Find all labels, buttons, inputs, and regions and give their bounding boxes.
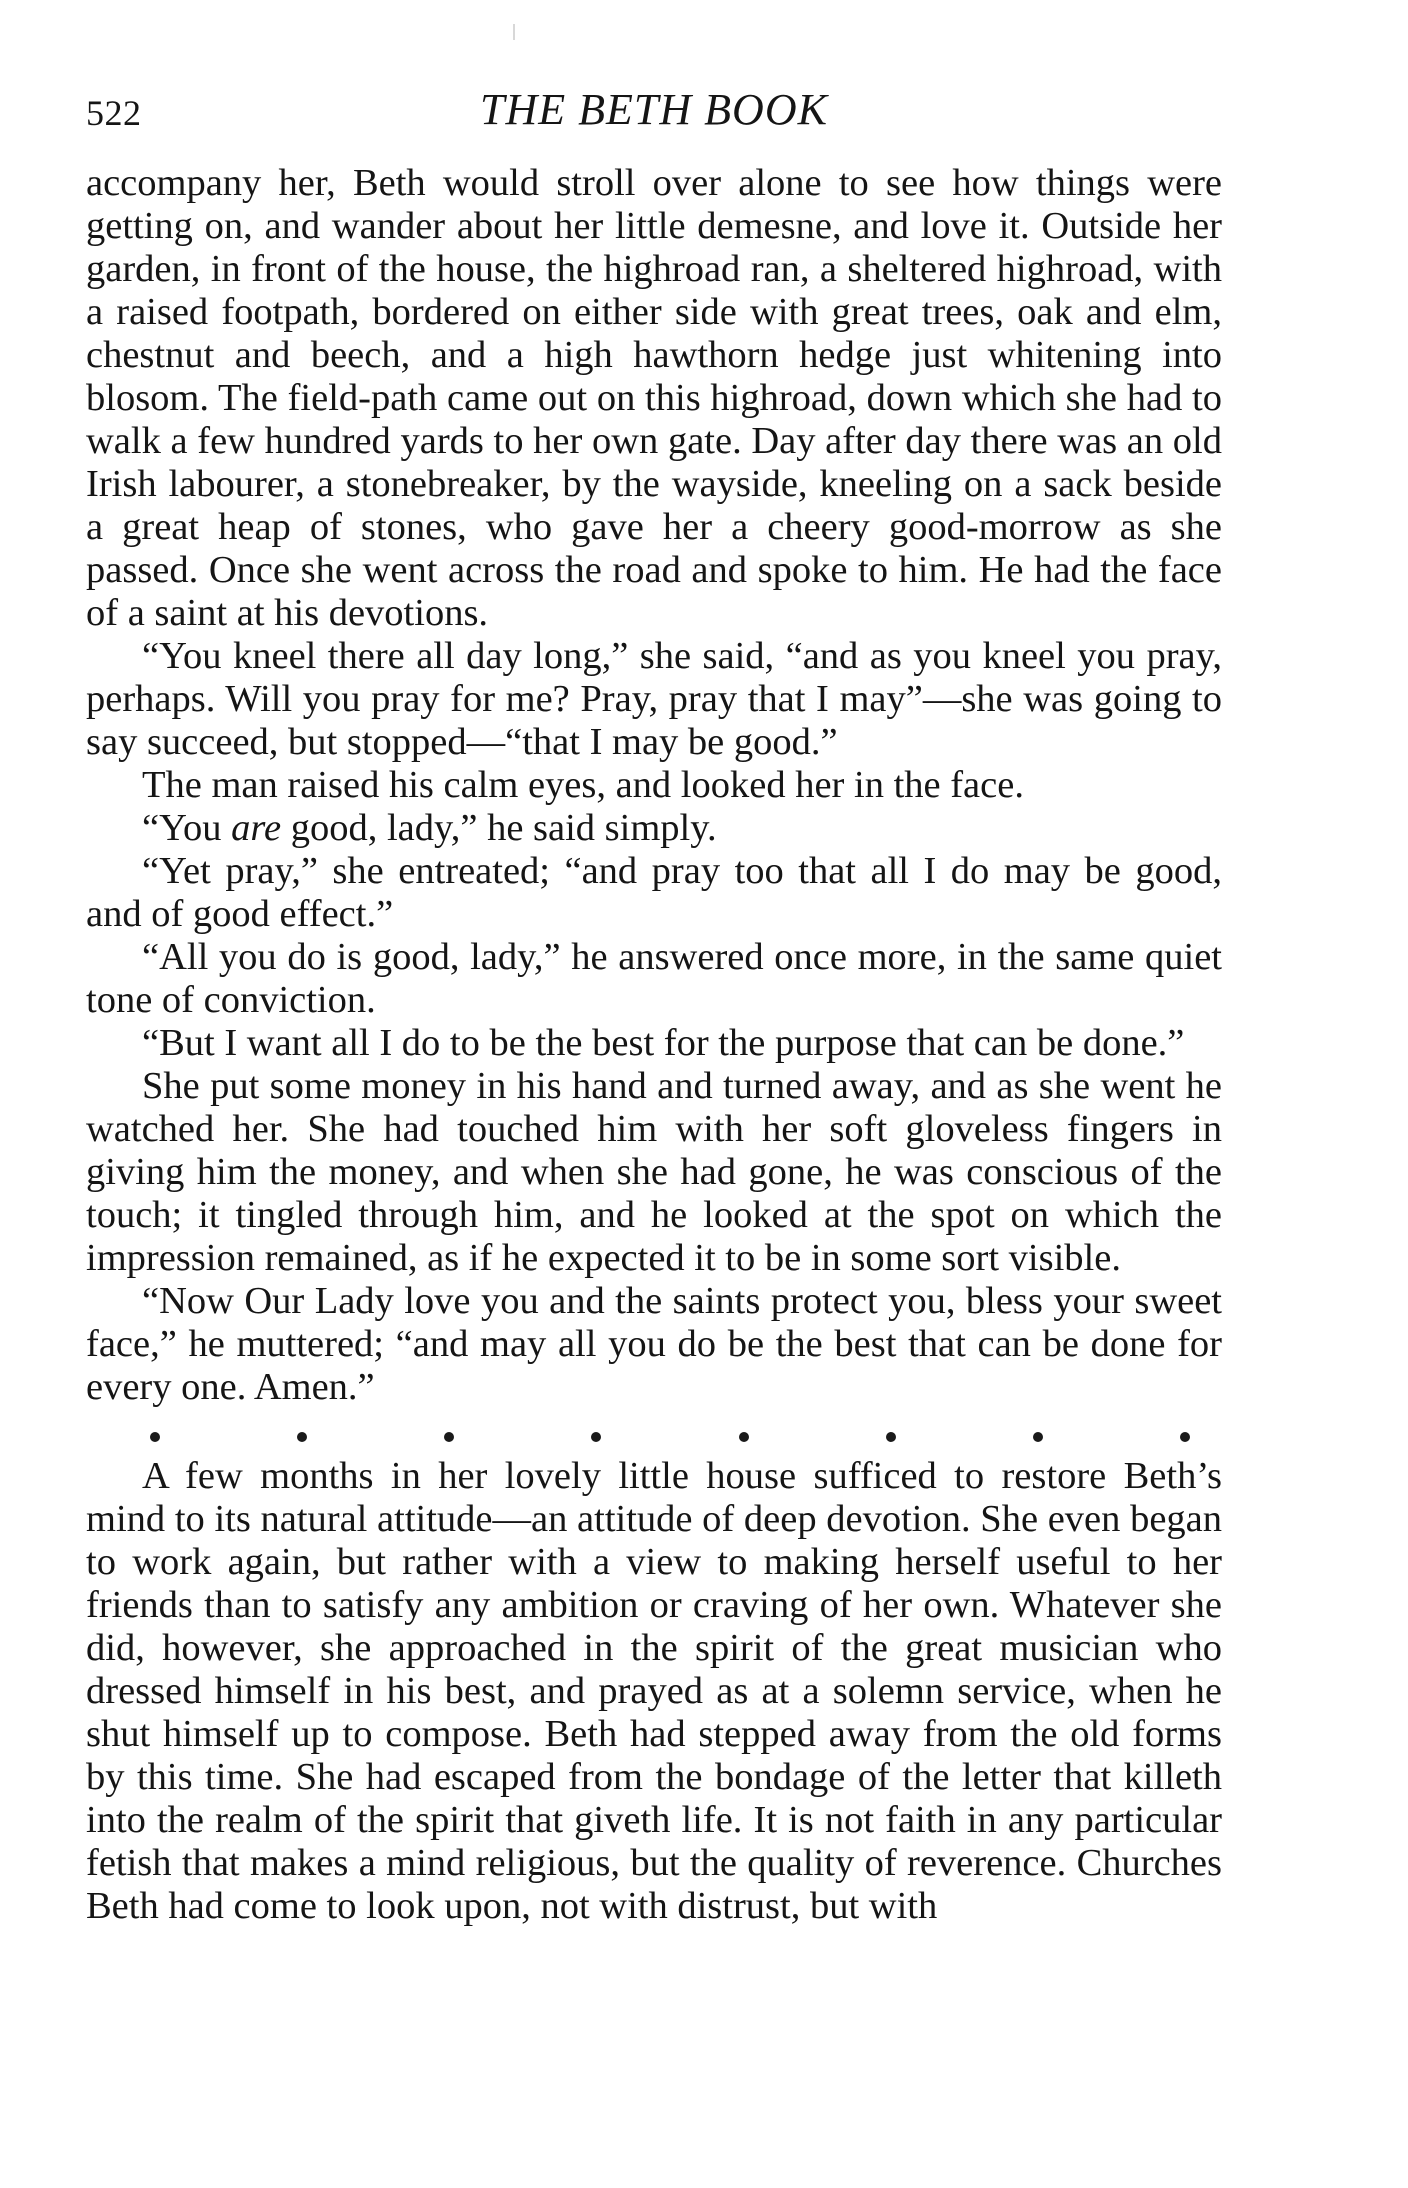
section-break-dot [1180, 1432, 1190, 1442]
section-break-dot [886, 1432, 896, 1442]
italic-word: are [231, 807, 282, 849]
page-header [86, 84, 1222, 144]
section-break [150, 1419, 1190, 1455]
text-fragment: good, lady,” he said simply. [281, 807, 717, 849]
paragraph-money-touch: She put some money in his hand and turned away, and as she went he watched her. She had touched him with her soft gloveless fingers in giving him the money, and when she had gone, he was conscious of the touch; it tingled through him, and he looked at the spot on which the impression remained, as if he expected it to be in some sort visible. [86, 1065, 1222, 1279]
section-break-dot [739, 1432, 749, 1442]
page-number: 522 [86, 93, 142, 133]
paragraph-blessing: “Now Our Lady love you and the saints protect you, bless your sweet face,” he muttered; “and may all you do be the best that can be done for every one. Amen.” [86, 1280, 1222, 1408]
running-head: THE BETH BOOK [480, 85, 828, 134]
section-break-dot [1033, 1432, 1043, 1442]
paragraph-dialogue-prayer: “You kneel there all day long,” she said, “and as you kneel you pray, perhaps. Will you pray for me? Pray, pray that I may”—she was going to say succeed, but stopped—“that I may be good.” [86, 635, 1222, 763]
paragraph-man-raised-eyes: The man raised his calm eyes, and looked her in the face. [142, 764, 1024, 806]
paragraph-you-are-good [86, 807, 1222, 850]
paragraph-few-months: A few months in her lovely little house sufficed to restore Beth’s mind to its natural attitude—an attitude of deep devotion. She even began to work again, but rather with a view to making herself useful to her friends than to satisfy any ambition or craving of her own. Whatever she did, however, she approached in the spirit of the great musician who dressed himself in his best, and prayed as at a solemn service, when he shut himself up to compose. Beth had stepped away from the old forms by this time. She had escaped from the bondage of the letter that killeth into the realm of the spirit that giveth life. It is not faith in any particular fetish that makes a mind religious, but the quality of reverence. Churches Beth had come to look upon, not with distrust, but with [86, 1455, 1222, 1927]
section-break-dot [444, 1432, 454, 1442]
section-break-dot [150, 1432, 160, 1442]
paragraph-yet-pray: “Yet pray,” she entreated; “and pray too that all I do may be good, and of good effect.” [86, 850, 1222, 935]
section-break-dot [297, 1432, 307, 1442]
section-break-dot [591, 1432, 601, 1442]
paragraph-best-purpose: “But I want all I do to be the best for the purpose that can be done.” [142, 1022, 1185, 1064]
paragraph-all-you-do: “All you do is good, lady,” he answered once more, in the same quiet tone of conviction. [86, 936, 1222, 1021]
paragraph-continuation: accompany her, Beth would stroll over alone to see how things were getting on, and wander about her little demesne, and love it. Outside her garden, in front of the house, the highroad ran, a sheltered highroad, with a raised footpath, bordered on either side with great trees, oak and elm, chestnut and beech, and a high hawthorn hedge just whitening into blosom. The field-path came out on this highroad, down which she had to walk a few hundred yards to her own gate. Day after day there was an old Irish labourer, a stonebreaker, by the wayside, kneeling on a sack beside a great heap of stones, who gave her a cheery good-morrow as she passed. Once she went across the road and spoke to him. He had the face of a saint at his devotions. [86, 162, 1222, 634]
paper-mark [513, 24, 515, 40]
text-fragment: “You [142, 807, 232, 849]
main-text [86, 162, 1222, 1928]
